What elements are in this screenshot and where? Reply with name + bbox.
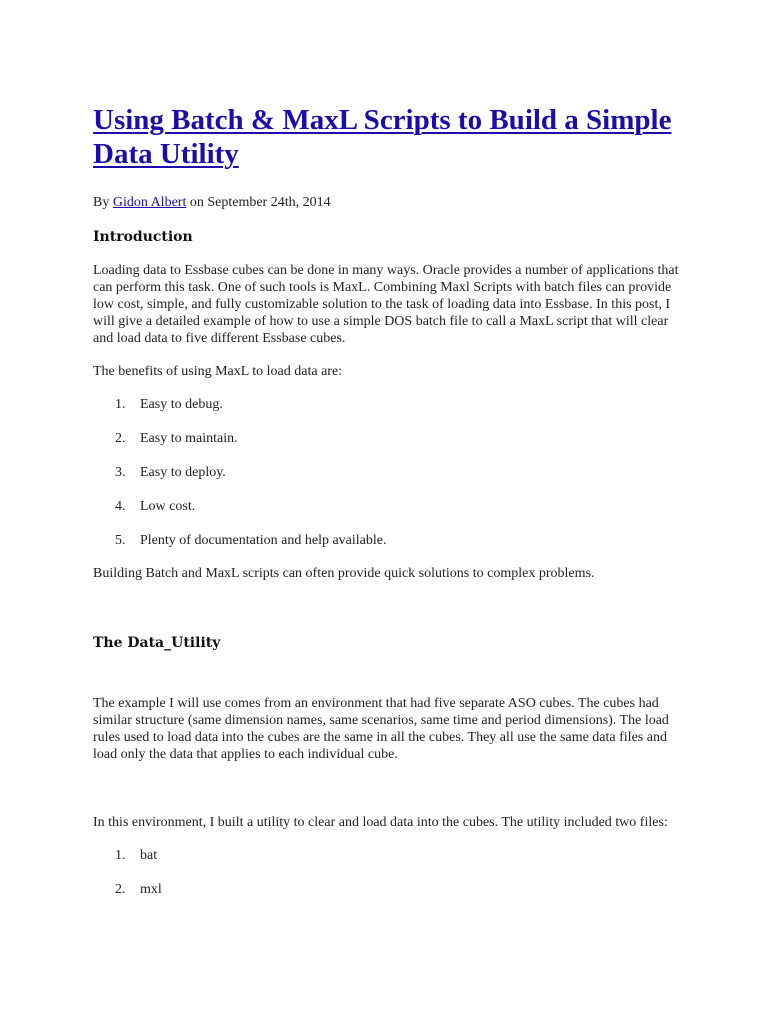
list-text: Easy to deploy. [140,465,226,480]
list-text: Easy to debug. [140,397,223,412]
list-number: 1. [115,397,126,412]
list-text: Low cost. [140,499,196,514]
list-text: Plenty of documentation and help available. [140,533,387,548]
list-number: 1. [115,848,126,863]
benefits-list [93,396,683,550]
article-title-link[interactable]: Using Batch & MaxL Scripts to Build a Simple Data Utility [93,104,672,170]
utility-heading: The Data_Utility [93,635,221,651]
benefits-list-item [93,430,683,448]
list-text: mxl [140,882,162,897]
list-number: 3. [115,465,126,480]
files-list [93,847,683,899]
list-number: 2. [115,431,126,446]
list-text: Easy to maintain. [140,431,238,446]
intro-heading: Introduction [93,229,193,245]
list-number: 4. [115,499,126,514]
benefits-list-item [93,396,683,414]
benefits-intro: The benefits of using MaxL to load data are: [93,364,343,379]
article [93,103,683,899]
byline-date: on September 24th, 2014 [186,195,331,210]
byline [93,194,683,212]
author-link[interactable]: Gidon Albert [112,195,187,210]
files-list-item [93,881,683,899]
list-number: 5. [115,533,126,548]
list-text: bat [140,848,158,863]
benefits-list-item [93,498,683,516]
files-list-item [93,847,683,865]
utility-paragraph-2: In this environment, I built a utility to clear and load data into the cubes. The utility included two files: [93,815,668,830]
list-number: 2. [115,882,126,897]
benefits-list-item [93,464,683,482]
utility-paragraph-1: The example I will use comes from an environment that had five separate ASO cubes. The cubes had similar structure (same dimension names, same scenarios, same time and period dimensions). The load rules used to load data into the cubes are the same in all the cubes. They all use the same data files and load only the data that applies to each individual cube. [93,696,669,762]
intro-paragraph: Loading data to Essbase cubes can be done in many ways. Oracle provides a number of applications that can perform this task. One of such tools is MaxL. Combining Maxl Scripts with batch files can provide low cost, simple, and fully customizable solution to the task of loading data into Essbase. In this post, I will give a detailed example of how to use a simple DOS batch file to call a MaxL script that will clear and load data to five different Essbase cubes. [93,263,679,346]
byline-prefix: By [93,195,113,210]
benefits-outro: Building Batch and MaxL scripts can often provide quick solutions to complex problems. [93,566,595,581]
benefits-list-item [93,532,683,550]
